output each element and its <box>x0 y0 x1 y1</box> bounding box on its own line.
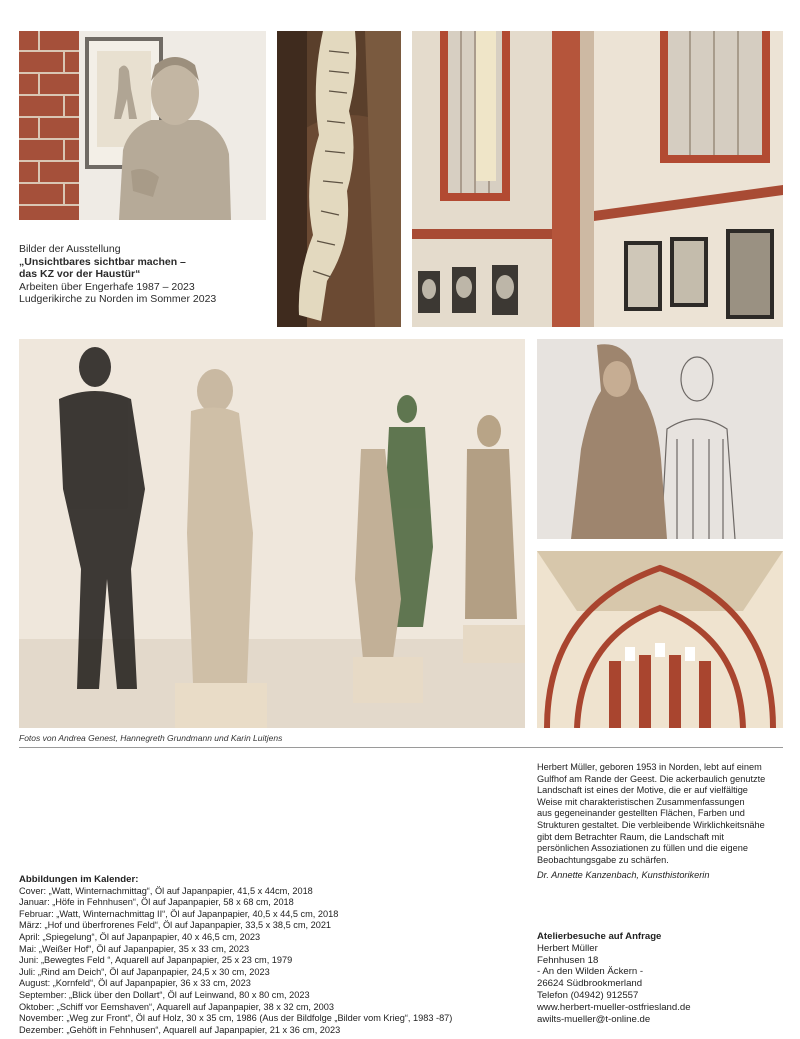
calendar-item: Mai: „Weißer Hof“, Öl auf Japanpapier, 35 x 33 cm, 2023 <box>19 943 250 954</box>
calendar-item: Cover: „Watt, Winternachmittag“, Öl auf Japanpapier, 41,5 x 44cm, 2018 <box>19 885 313 896</box>
calendar-item: Juli: „Rind am Deich“, Öl auf Japanpapier, 24,5 x 30 cm, 2023 <box>19 966 270 977</box>
contact-line: - An den Wilden Äckern - <box>537 966 644 978</box>
contact-block <box>537 931 787 1025</box>
calendar-item: Februar: „Watt, Winternachmittag II“, Öl auf Japanpapier, 40,5 x 44,5 cm, 2018 <box>19 908 339 919</box>
calendar-item: Januar: „Höfe in Fehnhusen“, Öl auf Japanpapier, 58 x 68 cm, 2018 <box>19 897 294 908</box>
calendar-item: März: „Hof und überfrorenes Feld“, Öl auf Japanpapier, 33,5 x 38,5 cm, 2021 <box>19 920 332 931</box>
contact-heading: Atelierbesuche auf Anfrage <box>537 931 662 942</box>
caption-line-4: Arbeiten über Engerhafe 1987 – 2023 <box>19 280 195 293</box>
bio-line: aus gegeneinander gestellten Flächen, Farben und <box>537 808 745 819</box>
contact-line: 26624 Südbrookmerland <box>537 978 643 990</box>
bio-line: Landschaft ist eines der Motive, die er auf vielfältige <box>537 785 748 796</box>
bio-line: Herbert Müller, geboren 1953 in Norden, lebt auf einem <box>537 762 762 772</box>
artist-bio <box>537 762 787 882</box>
calendar-item: August: „Kornfeld“, Öl auf Japanpapier, 36 x 33 cm, 2023 <box>19 978 251 989</box>
photo-church-windows-gallery <box>412 31 783 327</box>
caption-line-1: Bilder der Ausstellung <box>19 243 121 255</box>
bio-line: Beobachtungsgabe zu schärfen. <box>537 854 669 865</box>
contact-line: awilts-mueller@t-online.de <box>537 1013 651 1025</box>
contact-line: www.herbert-mueller-ostfriesland.de <box>537 1001 691 1013</box>
photo-credits: Fotos von Andrea Genest, Hannegreth Grundmann und Karin Luitjens <box>19 733 283 743</box>
calendar-item: April: „Spiegelung“, Öl auf Japanpapier, 40 x 46,5 cm, 2023 <box>19 931 261 942</box>
calendar-heading: Abbildungen im Kalender: <box>19 874 139 885</box>
divider-line <box>19 747 783 748</box>
photo-hanging-scroll <box>277 31 401 327</box>
calendar-item: November: „Weg zur Front“, Öl auf Holz, 30 x 35 cm, 1986 (Aus der Bildfolge „Bilder vom Krieg“, 1983 -87) <box>19 1013 453 1024</box>
calendar-item: Oktober: „Schiff vor Eemshaven“, Aquarell auf Japanpapier, 38 x 32 cm, 2003 <box>19 1001 334 1012</box>
bio-line: Strukturen gestaltet. Die verbleibende Wirklichkeitsnähe <box>537 819 765 830</box>
calendar-item: Juni: „Bewegtes Feld “, Aquarell auf Japanpapier, 25 x 23 cm, 1979 <box>19 955 293 966</box>
bio-signature: Dr. Annette Kanzenbach, Kunsthistorikerin <box>537 870 710 881</box>
photo-gothic-vault <box>537 551 783 728</box>
calendar-item: September: „Blick über den Dollart“, Öl auf Leinwand, 80 x 80 cm, 2023 <box>19 989 310 1000</box>
bio-line: persönlichen Assoziationen zu füllen und die eigene <box>537 843 748 854</box>
calendar-item: Dezember: „Gehöft in Fehnhusen“, Aquarell auf Japanpapier, 21 x 36 cm, 2023 <box>19 1024 341 1035</box>
photo-bust-brick-wall <box>19 31 266 220</box>
photo-sculptures-and-drawings <box>19 339 525 728</box>
caption-title-line-1: „Unsichtbares sichtbar machen – <box>19 255 186 268</box>
calendar-list <box>19 874 519 1036</box>
contact-line: Fehnhusen 18 <box>537 954 599 966</box>
caption-line-5: Ludgerikirche zu Norden im Sommer 2023 <box>19 293 217 305</box>
bio-line: gibt dem Betrachter Raum, die Landschaft mit <box>537 831 724 842</box>
bio-line: Weise mit charakteristischen Zusammenfassungen <box>537 796 745 807</box>
bio-line: Gulfhof am Rande der Geest. Die ackerbaulich genutzte <box>537 773 766 784</box>
exhibition-caption <box>19 243 269 306</box>
contact-line: Telefon (04942) 912557 <box>537 989 639 1001</box>
photo-madonna-and-portrait <box>537 339 783 539</box>
caption-title-line-2: das KZ vor der Haustür“ <box>19 268 141 280</box>
contact-line: Herbert Müller <box>537 942 598 954</box>
